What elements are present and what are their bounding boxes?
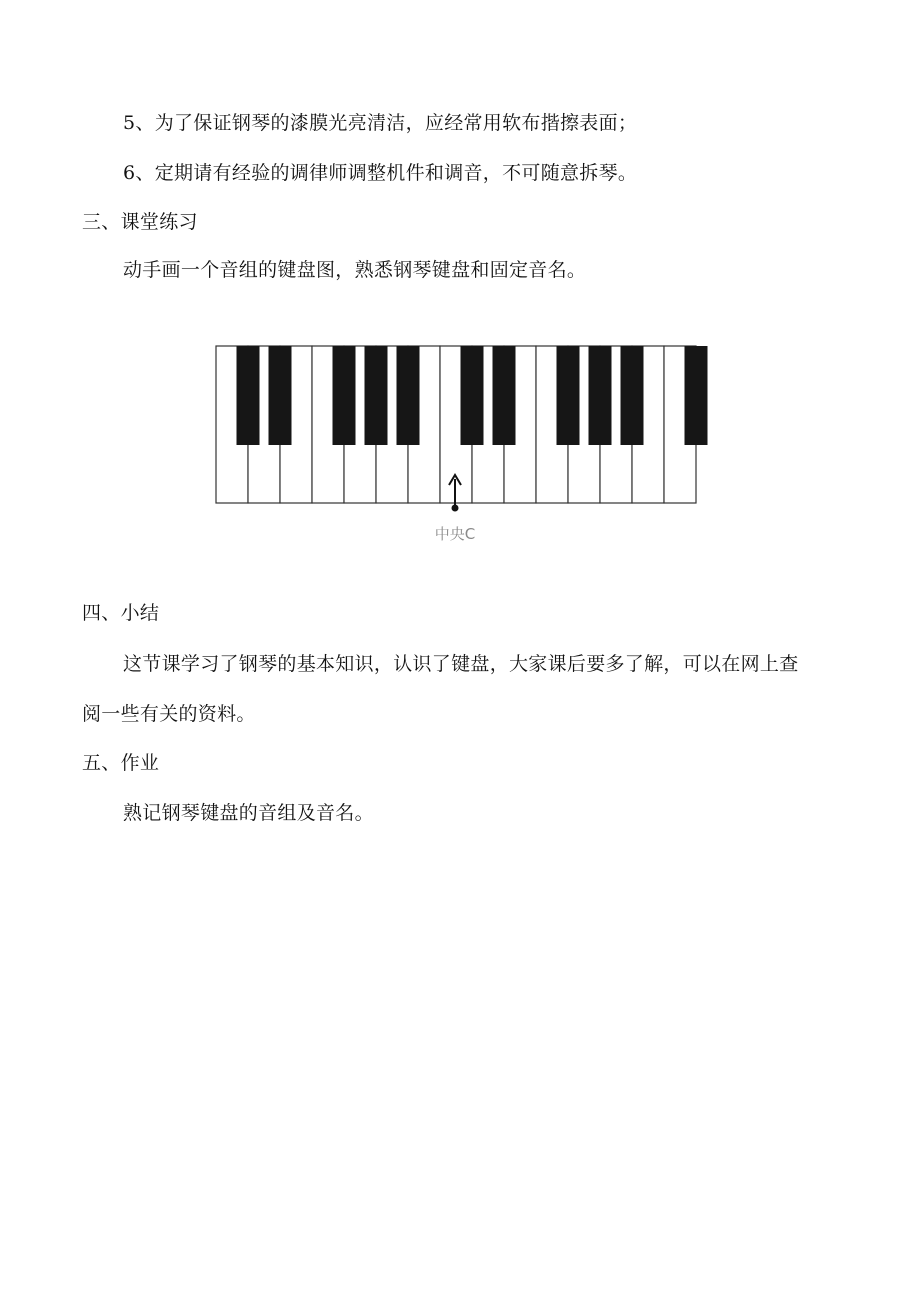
black-key — [365, 346, 388, 445]
middle-c-arrow-dot — [452, 505, 459, 512]
section-heading-homework: 五、作业 — [82, 752, 160, 774]
black-key — [557, 346, 580, 445]
black-key — [269, 346, 292, 445]
maintenance-item-5: 5、为了保证钢琴的漆膜光亮清洁，应经常用软布揩擦表面； — [123, 112, 638, 134]
black-key — [493, 346, 516, 445]
black-key — [461, 346, 484, 445]
piano-keyboard-diagram — [215, 345, 710, 545]
maintenance-item-6: 6、定期请有经验的调律师调整机件和调音，不可随意拆琴。 — [123, 162, 638, 184]
black-key — [589, 346, 612, 445]
black-key — [621, 346, 644, 445]
homework-text: 熟记钢琴键盘的音组及音名。 — [123, 802, 374, 824]
summary-text-line-1: 这节课学习了钢琴的基本知识，认识了键盘，大家课后要多了解，可以在网上查 — [123, 653, 799, 675]
black-key — [685, 346, 708, 445]
section-heading-practice: 三、课堂练习 — [82, 211, 198, 233]
middle-c-label: 中央C — [434, 525, 476, 543]
black-key — [333, 346, 356, 445]
section-heading-summary: 四、小结 — [82, 602, 160, 624]
black-key — [237, 346, 260, 445]
summary-text-line-2: 阅一些有关的资料。 — [82, 703, 256, 725]
practice-instruction: 动手画一个音组的键盘图，熟悉钢琴键盘和固定音名。 — [123, 259, 587, 281]
black-key — [397, 346, 420, 445]
